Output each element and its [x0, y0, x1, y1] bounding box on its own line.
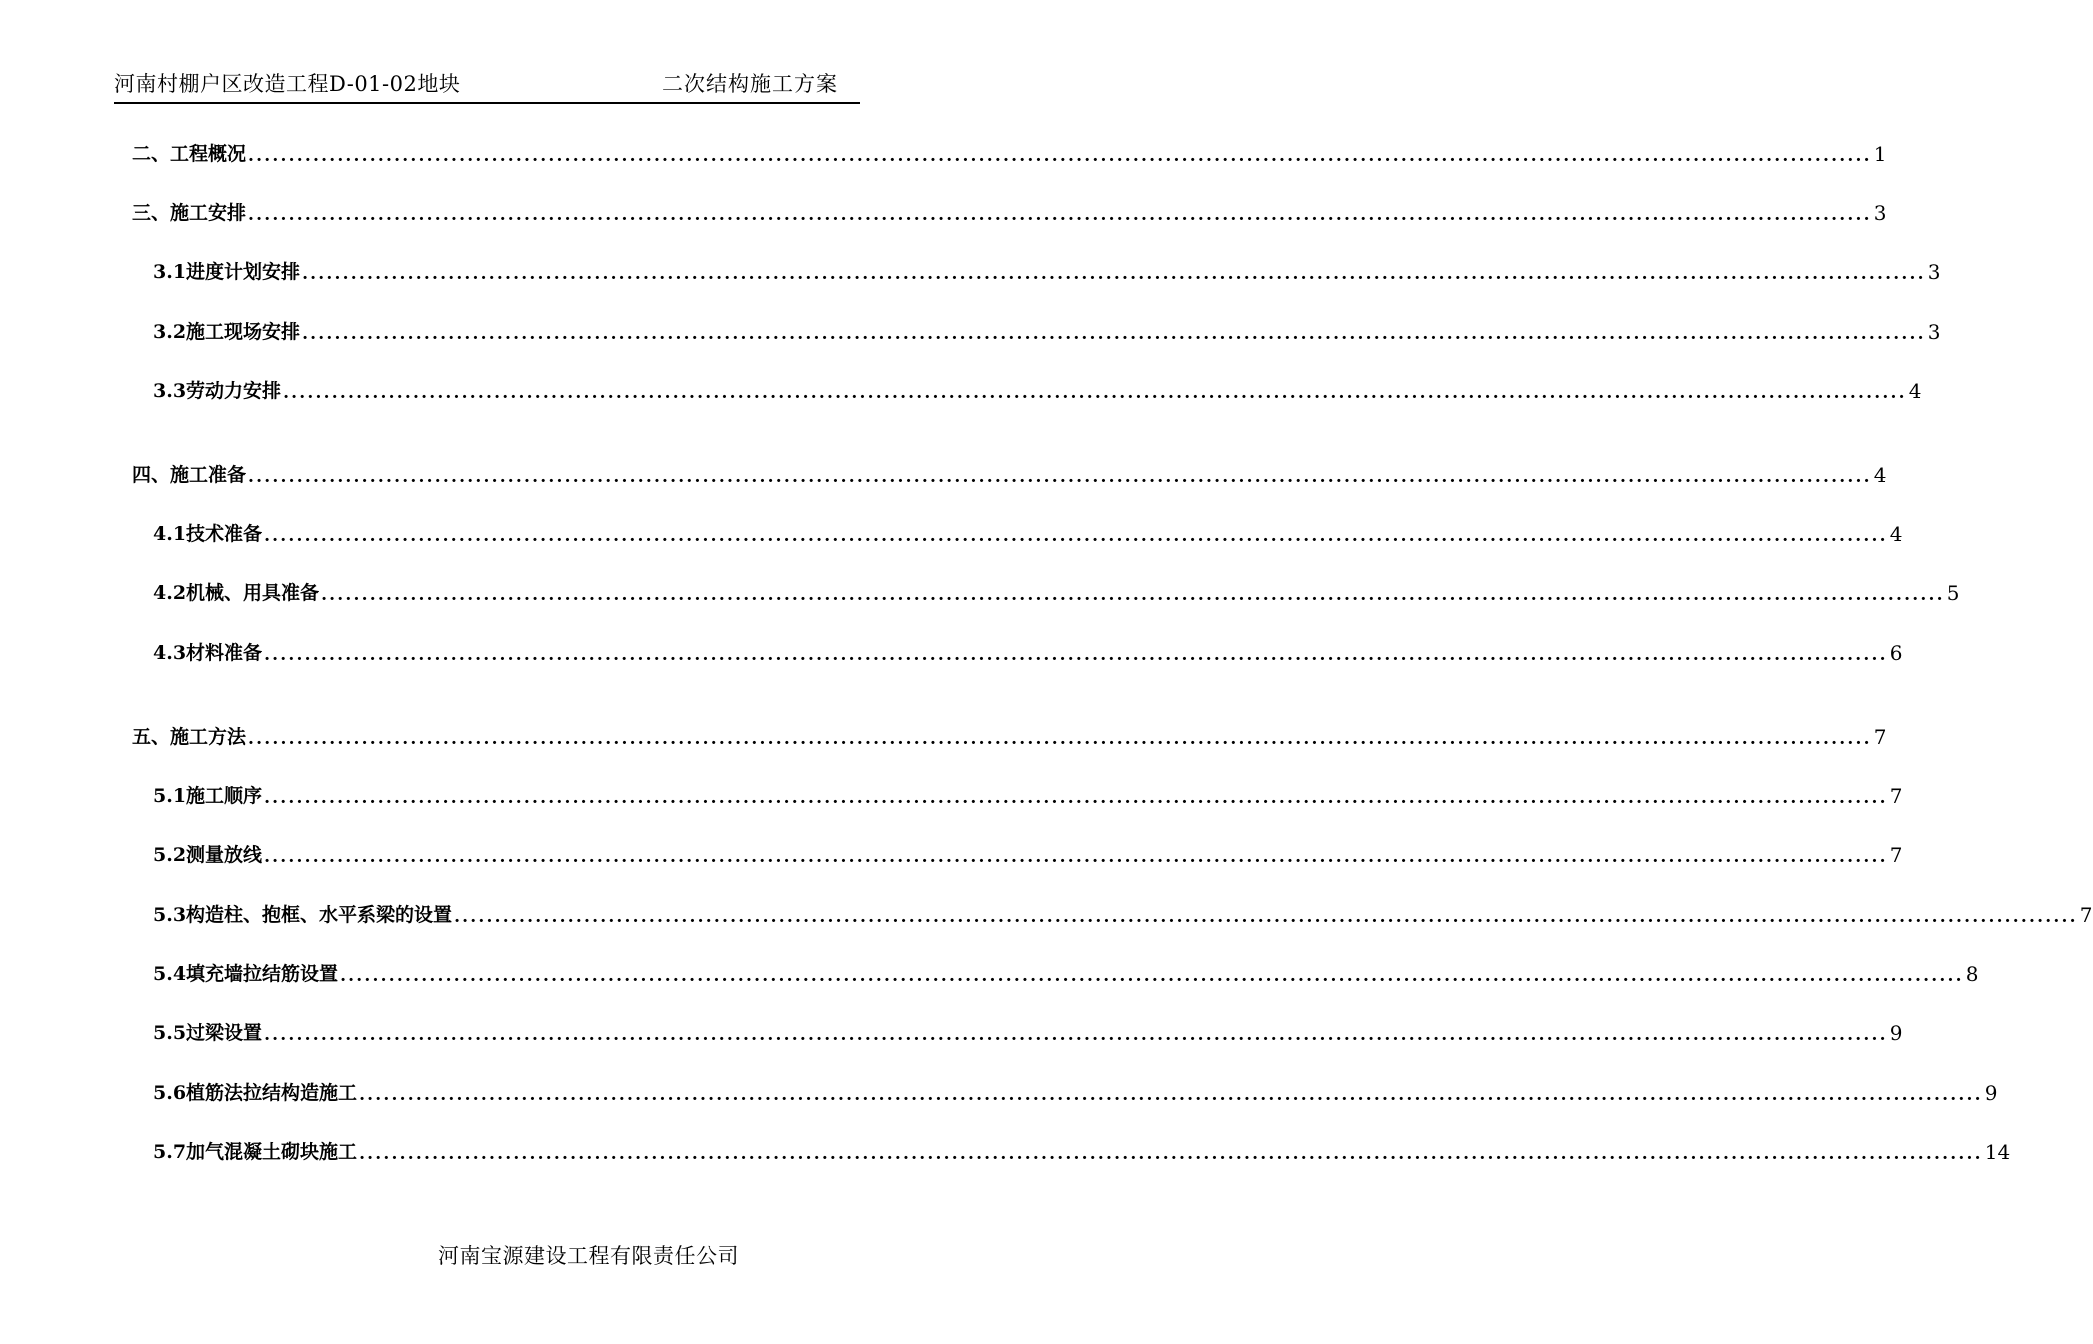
toc-leader-dots: ........................................................................................................................................................................................................	[283, 383, 1907, 403]
toc-entry[interactable]	[153, 901, 2093, 927]
toc-entry-page: 7	[1873, 725, 1887, 749]
toc-entry-page: 8	[1965, 962, 1979, 986]
toc-entry-page: 5	[1946, 581, 1960, 605]
toc-entry[interactable]	[153, 1019, 1903, 1045]
toc-leader-dots: ........................................................................................................................................................................................................	[248, 146, 1872, 166]
header-project-title: 河南村棚户区改造工程D-01-02地块	[114, 72, 461, 96]
toc-leader-dots: ........................................................................................................................................................................................................	[359, 1085, 1983, 1105]
toc-entry[interactable]	[153, 1079, 1998, 1105]
toc-entry[interactable]	[153, 318, 1941, 344]
toc-leader-dots: ........................................................................................................................................................................................................	[264, 645, 1888, 665]
toc-entry-page: 7	[2079, 903, 2093, 927]
toc-entry-page: 1	[1873, 142, 1887, 166]
toc-leader-dots: ........................................................................................................................................................................................................	[340, 966, 1964, 986]
toc-entry-label: 5.1施工顺序	[153, 785, 263, 807]
toc-entry[interactable]	[153, 782, 1903, 808]
toc-entry[interactable]	[153, 841, 1903, 867]
toc-entry[interactable]	[153, 1138, 2011, 1164]
toc-entry[interactable]	[153, 579, 1960, 605]
toc-leader-dots: ........................................................................................................................................................................................................	[248, 205, 1872, 225]
toc-entry[interactable]	[153, 258, 1941, 284]
toc-leader-dots: ........................................................................................................................................................................................................	[248, 729, 1872, 749]
toc-entry-label: 四、施工准备	[132, 464, 247, 486]
toc-entry-page: 9	[1889, 1021, 1903, 1045]
toc-entry[interactable]	[153, 639, 1903, 665]
header-document-title: 二次结构施工方案	[662, 72, 838, 96]
toc-leader-dots: ........................................................................................................................................................................................................	[359, 1144, 1983, 1164]
toc-entry-page: 3	[1873, 201, 1887, 225]
page-header	[114, 68, 860, 100]
toc-leader-dots: ........................................................................................................................................................................................................	[321, 585, 1945, 605]
toc-entry-label: 4.1技术准备	[153, 523, 263, 545]
toc-leader-dots: ........................................................................................................................................................................................................	[264, 1025, 1888, 1045]
toc-entry[interactable]	[132, 723, 1887, 749]
toc-entry-page: 7	[1889, 843, 1903, 867]
toc-entry-label: 三、施工安排	[132, 202, 247, 224]
toc-entry-label: 5.5过梁设置	[153, 1022, 263, 1044]
company-name: 河南宝源建设工程有限责任公司	[438, 1244, 739, 1268]
toc-entry-page: 3	[1927, 260, 1941, 284]
toc-entry-label: 4.2机械、用具准备	[153, 582, 320, 604]
toc-entry-page: 14	[1984, 1140, 2011, 1164]
toc-entry-page: 9	[1984, 1081, 1998, 1105]
toc-entry[interactable]	[132, 199, 1887, 225]
toc-entry-page: 3	[1927, 320, 1941, 344]
toc-entry[interactable]	[153, 377, 1922, 403]
toc-entry[interactable]	[132, 140, 1887, 166]
toc-entry-label: 5.7加气混凝土砌块施工	[153, 1141, 358, 1163]
toc-entry-label: 五、施工方法	[132, 726, 247, 748]
toc-entry-label: 3.1进度计划安排	[153, 261, 301, 283]
toc-entry-page: 4	[1889, 522, 1903, 546]
toc-entry-page: 4	[1873, 463, 1887, 487]
toc-leader-dots: ........................................................................................................................................................................................................	[264, 526, 1888, 546]
header-rule	[114, 102, 860, 104]
toc-entry-page: 6	[1889, 641, 1903, 665]
toc-leader-dots: ........................................................................................................................................................................................................	[264, 847, 1888, 867]
toc-entry-label: 5.3构造柱、抱框、水平系梁的设置	[153, 904, 453, 926]
toc-entry-label: 5.6植筋法拉结构造施工	[153, 1082, 358, 1104]
toc-leader-dots: ........................................................................................................................................................................................................	[454, 907, 2078, 927]
toc-entry-label: 4.3材料准备	[153, 642, 263, 664]
toc-entry[interactable]	[132, 461, 1887, 487]
toc-entry-label: 二、工程概况	[132, 143, 247, 165]
toc-entry[interactable]	[153, 960, 1979, 986]
toc-entry-label: 3.2施工现场安排	[153, 321, 301, 343]
toc-entry-label: 5.2测量放线	[153, 844, 263, 866]
toc-entry-label: 3.3劳动力安排	[153, 380, 282, 402]
toc-leader-dots: ........................................................................................................................................................................................................	[302, 264, 1926, 284]
toc-leader-dots: ........................................................................................................................................................................................................	[302, 324, 1926, 344]
toc-entry-page: 4	[1908, 379, 1922, 403]
toc-entry-label: 5.4填充墙拉结筋设置	[153, 963, 339, 985]
toc-entry-page: 7	[1889, 784, 1903, 808]
toc-entry[interactable]	[153, 520, 1903, 546]
toc-leader-dots: ........................................................................................................................................................................................................	[248, 467, 1872, 487]
toc-leader-dots: ........................................................................................................................................................................................................	[264, 788, 1888, 808]
